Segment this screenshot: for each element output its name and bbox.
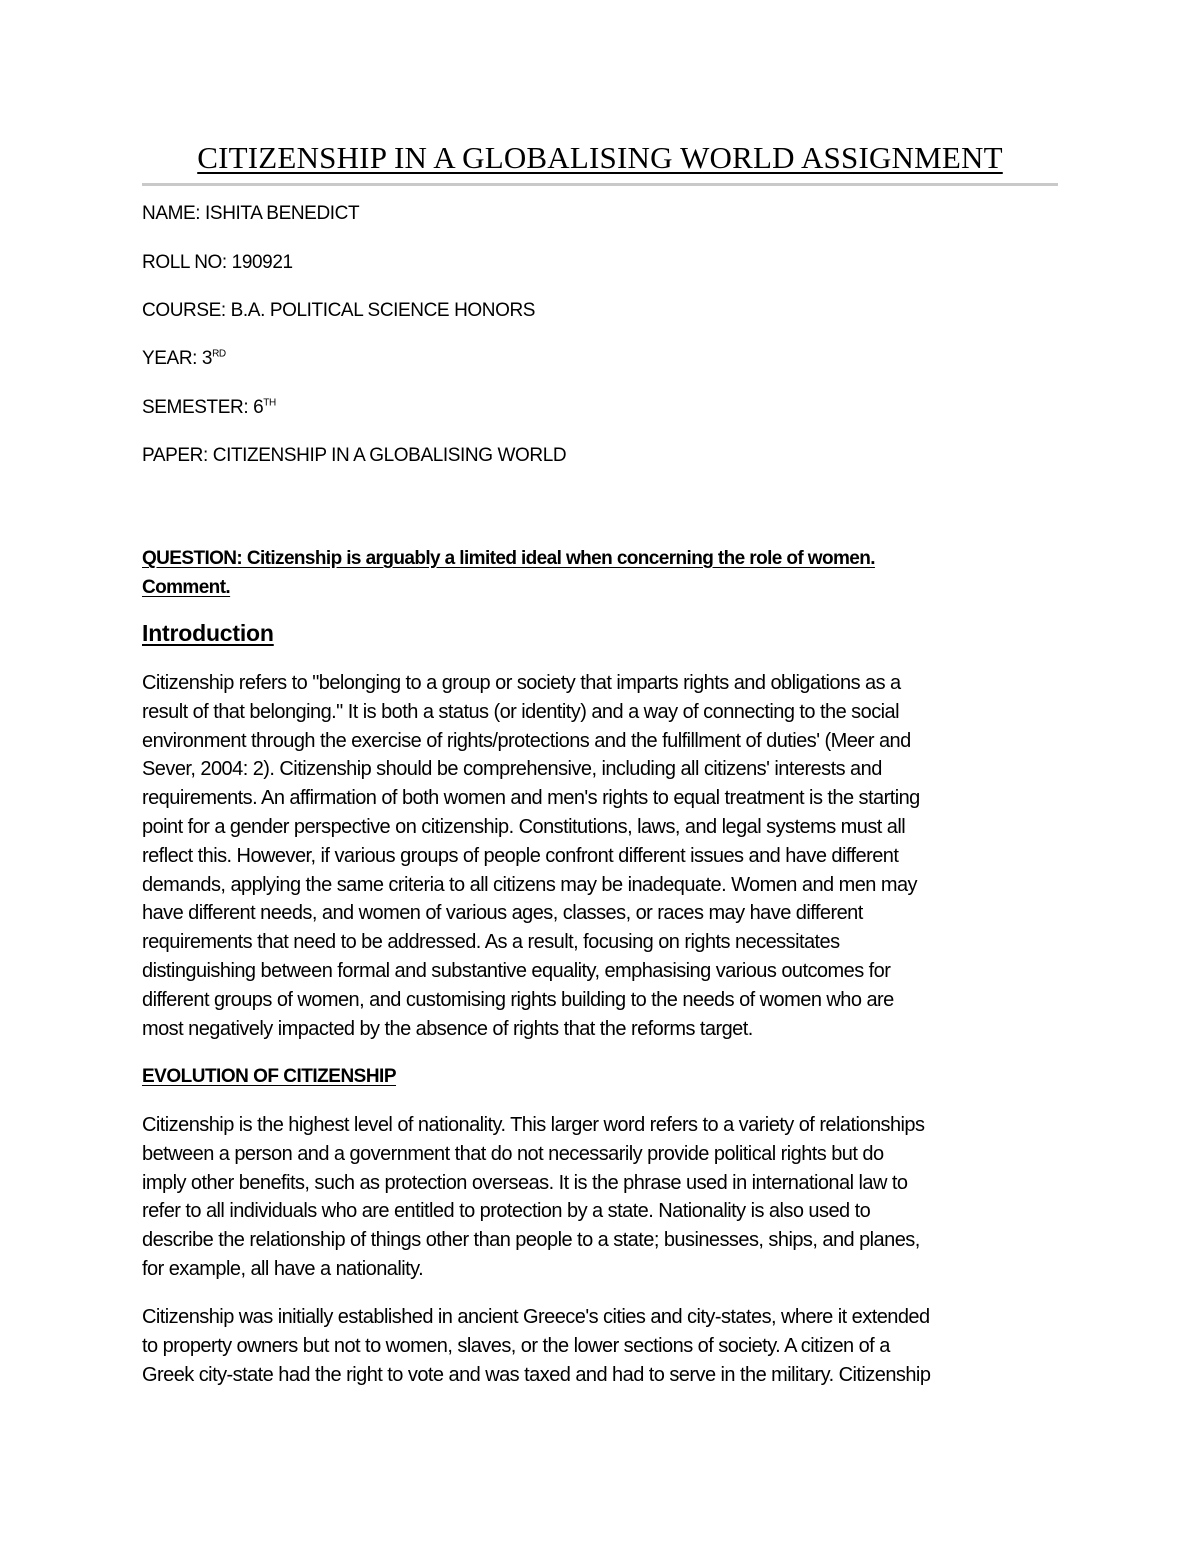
paper-field: PAPER: CITIZENSHIP IN A GLOBALISING WORLD — [142, 445, 567, 466]
paragraph-line: between a person and a government that do not necessarily provide political rights but do — [142, 1142, 884, 1165]
paragraph-line: Citizenship was initially established in ancient Greece's cities and city-states, where it extended — [142, 1306, 930, 1328]
roll-no-field: ROLL NO: 190921 — [142, 252, 293, 273]
paragraph-line: for example, all have a nationality. — [142, 1257, 424, 1280]
paragraph-line: Citizenship is the highest level of nationality. This larger word refers to a variety of relationships — [142, 1114, 925, 1136]
paragraph-line: refer to all individuals who are entitled to protection by a state. Nationality is also used to — [142, 1200, 871, 1223]
paragraph-line: most negatively impacted by the absence of rights that the reforms target. — [142, 1017, 753, 1040]
evolution-paragraph-2 — [142, 1303, 1062, 1389]
year-field — [142, 348, 226, 370]
question-line: Comment. — [142, 577, 231, 598]
question-line: QUESTION: Citizenship is arguably a limited ideal when concerning the role of women. — [142, 548, 875, 569]
paragraph-line: Sever, 2004: 2). Citizenship should be comprehensive, including all citizens' interests and — [142, 758, 882, 781]
paragraph-line: describe the relationship of things other than people to a state; businesses, ships, and planes, — [142, 1229, 920, 1252]
semester-field — [142, 397, 276, 419]
paragraph-line: point for a gender perspective on citizenship. Constitutions, laws, and legal systems must all — [142, 815, 906, 838]
introduction-paragraph — [142, 669, 1062, 1043]
semester-label: SEMESTER: 6 — [142, 397, 264, 418]
document-title: CITIZENSHIP IN A GLOBALISING WORLD ASSIGNMENT — [197, 140, 1003, 175]
paragraph-line: Greek city-state had the right to vote and was taxed and had to serve in the military. Citizenship — [142, 1363, 931, 1386]
name-field: NAME: ISHITA BENEDICT — [142, 203, 360, 224]
semester-superscript: TH — [263, 397, 276, 409]
evolution-heading: EVOLUTION OF CITIZENSHIP — [142, 1066, 397, 1087]
title-rule — [142, 183, 1058, 186]
paragraph-line: distinguishing between formal and substantive equality, emphasising various outcomes for — [142, 959, 891, 982]
paragraph-line: imply other benefits, such as protection overseas. It is the phrase used in international law to — [142, 1171, 908, 1194]
question-block — [142, 544, 1042, 602]
year-label: YEAR: 3 — [142, 348, 213, 369]
introduction-heading: Introduction — [142, 620, 274, 646]
paragraph-line: result of that belonging." It is both a status (or identity) and a way of connecting to the social — [142, 700, 899, 723]
course-field: COURSE: B.A. POLITICAL SCIENCE HONORS — [142, 300, 536, 321]
evolution-paragraph-1 — [142, 1111, 1062, 1284]
paragraph-line: reflect this. However, if various groups of people confront different issues and have different — [142, 844, 899, 867]
paragraph-line: requirements. An affirmation of both women and men's rights to equal treatment is the starting — [142, 787, 920, 810]
paragraph-line: different groups of women, and customising rights building to the needs of women who are — [142, 988, 894, 1011]
paragraph-line: requirements that need to be addressed. As a result, focusing on rights necessitates — [142, 931, 840, 954]
paragraph-line: to property owners but not to women, slaves, or the lower sections of society. A citizen of a — [142, 1334, 890, 1357]
paragraph-line: demands, applying the same criteria to all citizens may be inadequate. Women and men may — [142, 873, 917, 896]
paragraph-line: have different needs, and women of various ages, classes, or races may have different — [142, 902, 863, 925]
year-superscript: RD — [212, 348, 226, 360]
paragraph-line: environment through the exercise of rights/protections and the fulfillment of duties' (Meer and — [142, 729, 911, 752]
paragraph-line: Citizenship refers to "belonging to a group or society that imparts rights and obligations as a — [142, 672, 901, 694]
